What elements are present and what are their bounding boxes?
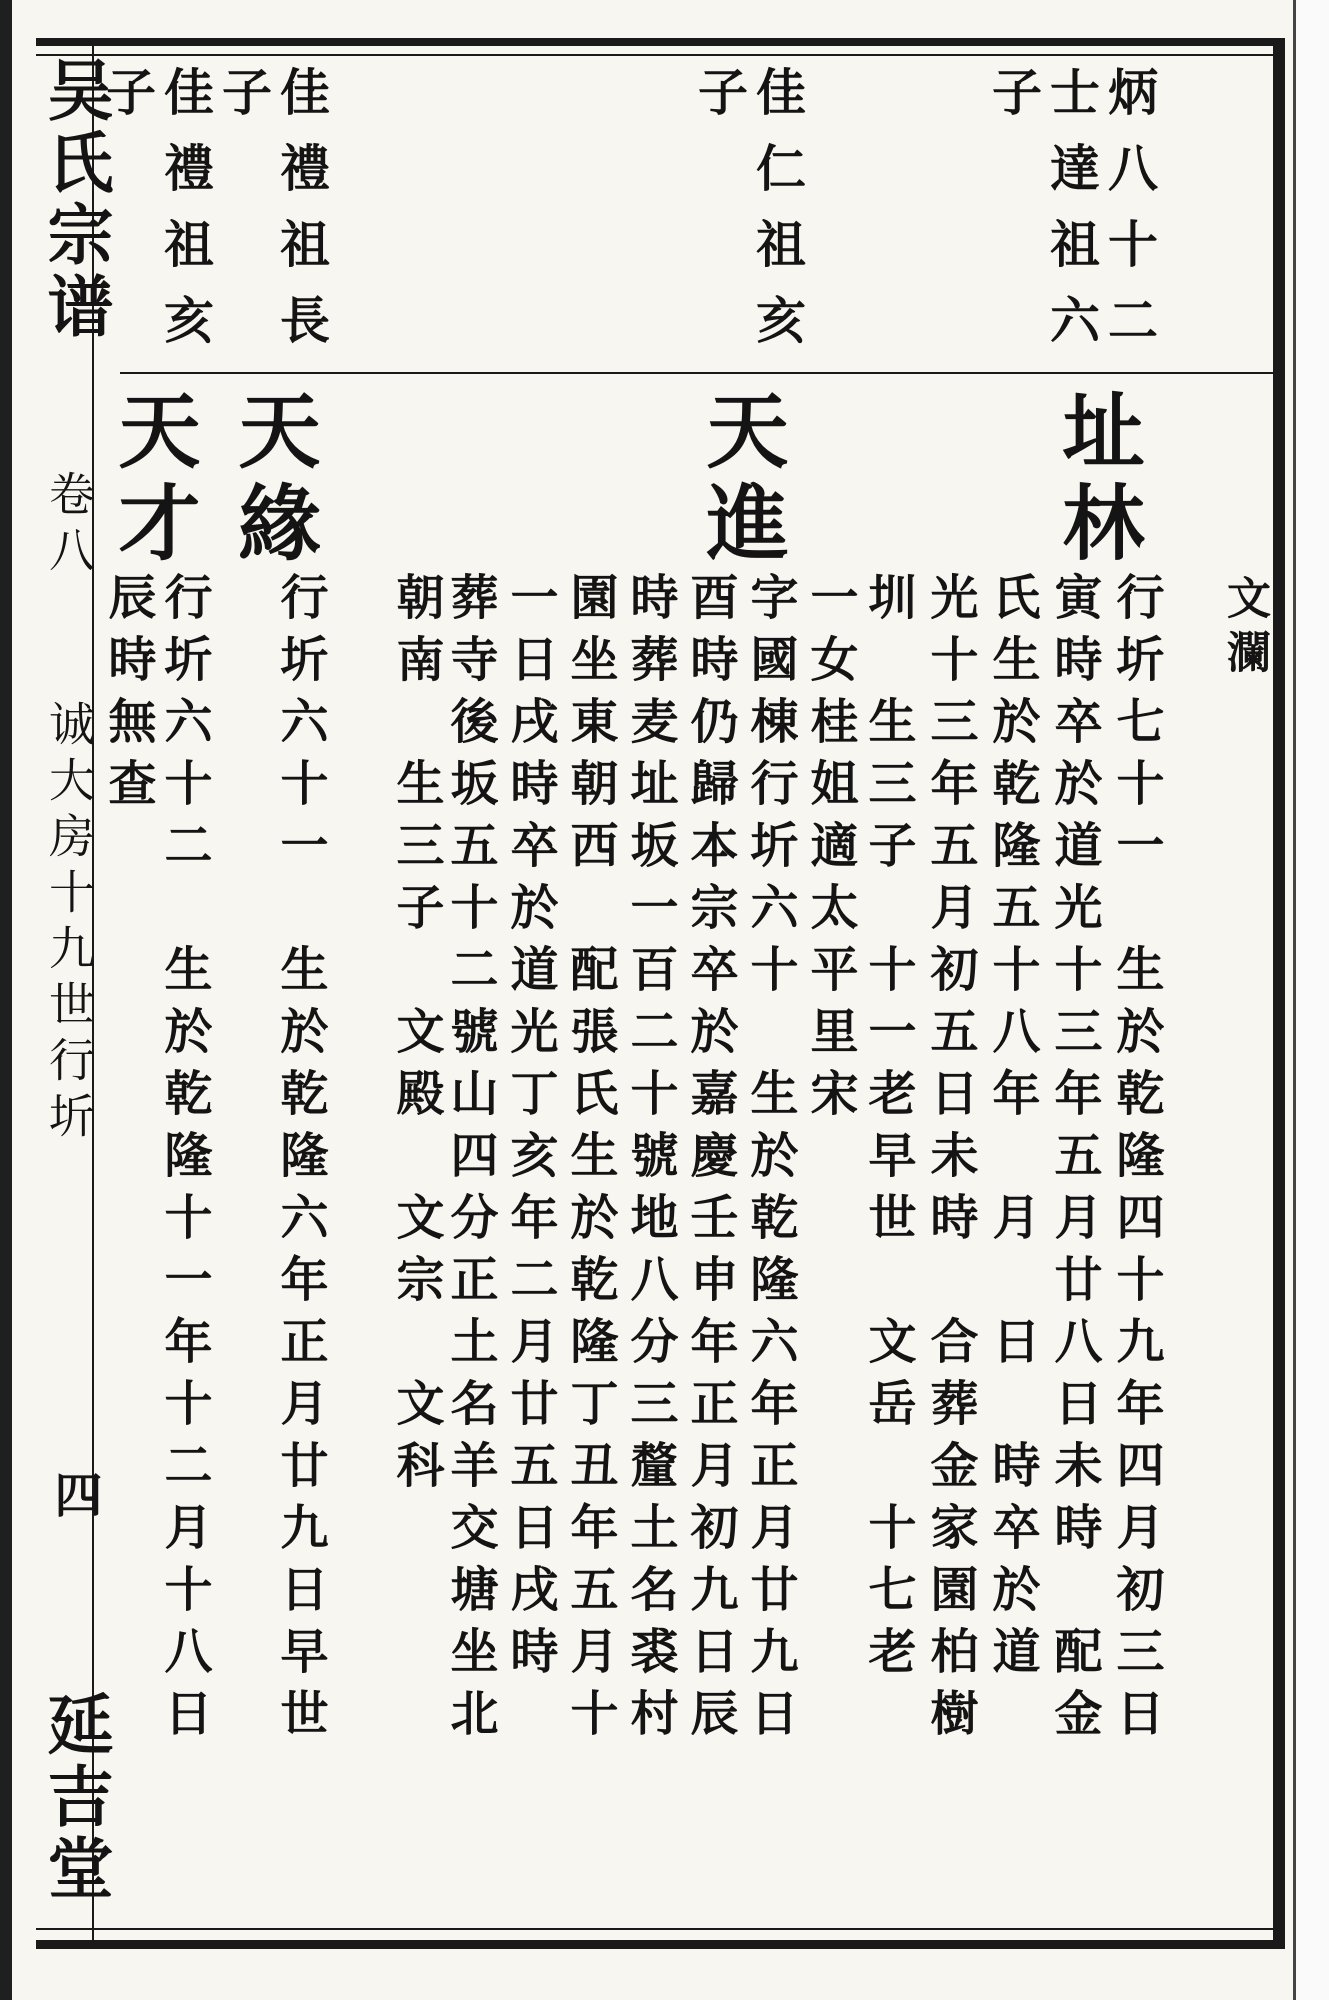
spine-hall-name: 延吉堂 [36,1690,114,1906]
entry-tiancai-line-1: 行圻六十二 生於乾隆十一年十二月十八日 [156,572,212,1750]
entry-name-zhilin: 址林 [1049,388,1145,572]
bottom-border-inner [36,1928,1276,1930]
entry-tianjin-line-3: 酉時仍歸本宗卒於嘉慶壬申年正月初九日辰 [682,572,738,1750]
page-gutter [1296,0,1329,2000]
entry-name-tianyuan: 天緣 [225,388,321,572]
entry-zhilin-line-5: 圳 生三子 十一老早世 文岳 十七老 [860,572,916,1688]
generation-band-divider [120,372,1273,374]
entry-tianjin-line-4: 時葬麦址坂一百二十號地八分三釐土名裘村 [622,572,678,1750]
entry-tianjin-line-5: 園坐東朝西 配張氏生於乾隆丁丑年五月十 [562,572,618,1750]
spine-title: 吴氏宗谱 [36,56,114,344]
entry-tianjin-line-1: 一女桂姐適太平里宋 [802,572,858,1130]
entry-zhilin-line-1: 行圻七十一 生於乾隆四十九年四月初三日 [1108,572,1164,1750]
spine-volume: 卷八 [42,470,96,582]
upper-col-9: 子 [98,66,157,142]
upper-col-8: 佳禮祖亥 [156,66,215,370]
entry-name-tiancai: 天才 [105,388,201,572]
entry-tianyuan-line-1: 行圻六十一 生於乾隆六年正月廿九日早世 [272,572,328,1750]
entry-tiancai-line-2: 辰時無查 [100,572,156,820]
right-border [1273,38,1285,1949]
top-border [36,38,1276,46]
entry-tianjin-line-8: 朝南 生三子 文殿 文宗 文科 [388,572,444,1502]
entry-tianjin-line-2: 字國棟行圻六十 生於乾隆六年正月廿九日 [742,572,798,1750]
spine-page-number: 四 [46,1470,102,1526]
entry-tianjin-line-7: 葬寺後坂五十二號山四分正土名羊交塘坐北 [442,572,498,1750]
upper-col-5: 子 [690,66,749,142]
upper-col-1: 炳八十二 [1100,66,1159,370]
upper-col-4: 佳仁祖亥 [748,66,807,370]
entry-zhilin-line-4: 光十三年五月初五日未時 合葬金家園柏樹 [922,572,978,1750]
upper-col-6: 佳禮祖長 [272,66,331,370]
entry-tianjin-line-6: 一日戌時卒於道光丁亥年二月廿五日戌時 [502,572,558,1688]
entry-name-tianjin: 天進 [693,388,789,572]
bottom-border [36,1940,1276,1949]
top-border-inner [36,54,1276,56]
spine-branch: 诚大房十九世行圻 [42,700,96,1148]
entry-zhilin-line-2: 寅時卒於道光十三年五月廿八日未時 配金 [1046,572,1102,1750]
side-note: 文瀾 [1219,575,1270,683]
entry-zhilin-line-3: 氏生於乾隆五十八年 月 日 時卒於道 [984,572,1040,1688]
page-left-edge [0,0,12,2000]
upper-col-2: 士達祖六 [1042,66,1101,370]
upper-col-3: 子 [984,66,1043,142]
upper-col-7: 子 [214,66,273,142]
